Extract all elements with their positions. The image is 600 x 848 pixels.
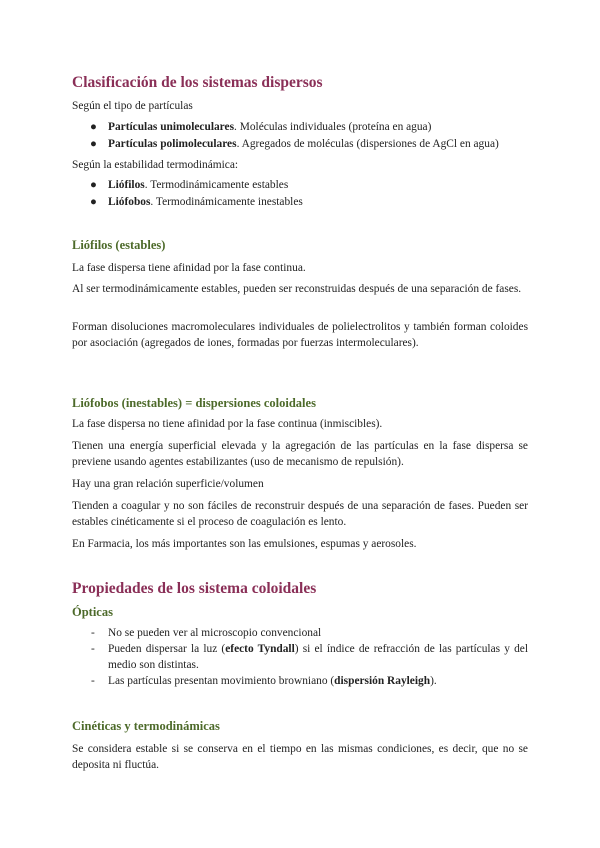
dash-icon: - (91, 627, 95, 639)
liofobos-paragraph-5: En Farmacia, los más importantes son las emulsiones, espumas y aerosoles. (72, 538, 417, 550)
section-title-propiedades: Propiedades de los sistema coloidales (72, 580, 317, 597)
bullet-icon: ● (90, 195, 97, 208)
list-item: ● Liófilos. Termodinámicamente estables (72, 177, 528, 194)
intro-estabilidad: Según la estabilidad termodinámica: (72, 159, 239, 171)
estabilidad-list (72, 177, 528, 210)
opticas-list (72, 625, 528, 689)
cineticas-paragraph-1: Se considera estable si se conserva en el tiempo en las mismas condiciones, es decir, que no se deposita ni fluctúa. (72, 743, 528, 771)
bullet-icon: ● (90, 179, 97, 191)
subsection-title-cineticas: Cinéticas y termodinámicas (72, 719, 220, 733)
list-item: - Pueden dispersar la luz (efecto Tyndall) si el índice de refracción de las partículas y del medio son distintas. (91, 643, 528, 671)
liofobos-paragraph-3: Hay una gran relación superficie/volumen (72, 478, 264, 490)
liofilos-paragraph-1: La fase dispersa tiene afinidad por la fase continua. (72, 262, 306, 274)
list-item: ● Liófobos. Termodinámicamente inestables (72, 194, 528, 211)
section-title-clasificacion: Clasificación de los sistemas dispersos (72, 74, 323, 91)
tipo-particulas-list (72, 119, 528, 152)
list-item: ● Partículas polimoleculares. Agregados de moléculas (dispersiones de AgCl en agua) (72, 136, 528, 153)
liofobos-paragraph-1: La fase dispersa no tiene afinidad por la fase continua (inmiscibles). (72, 418, 383, 430)
list-item: ● Partículas unimoleculares. Moléculas individuales (proteína en agua) (72, 119, 528, 136)
liofobos-paragraph-4: Tienden a coagular y no son fáciles de reconstruir después de una separación de fases. Pueden ser estables cinéticamente si el proceso de coagulación es lento. (72, 500, 528, 528)
liofilos-paragraph-3: Forman disoluciones macromoleculares individuales de polielectrolitos y también forman coloides por asociación (agregados de iones, formadas por fuerzas intermoleculares). (72, 321, 528, 349)
subsection-title-liofilos: Liófilos (estables) (72, 238, 166, 252)
subsection-title-opticas: Ópticas (72, 605, 113, 619)
bullet-icon: ● (90, 137, 97, 150)
liofilos-paragraph-2: Al ser termodinámicamente estables, pueden ser reconstruidas después de una separación de fases. (72, 283, 522, 295)
dash-icon: - (91, 675, 95, 687)
list-item: - No se pueden ver al microscopio convencional (91, 627, 322, 639)
intro-tipo-particulas: Según el tipo de partículas (72, 100, 193, 112)
dash-icon: - (91, 643, 95, 655)
list-item: - Las partículas presentan movimiento browniano (dispersión Rayleigh). (91, 675, 437, 687)
subsection-title-liofobos: Liófobos (inestables) = dispersiones coloidales (72, 396, 316, 410)
bullet-icon: ● (90, 121, 97, 133)
liofobos-paragraph-2: Tienen una energía superficial elevada y la agregación de las partículas en la fase dispersa se previene usando agentes estabilizantes (uso de mecanismo de repulsión). (72, 440, 528, 468)
